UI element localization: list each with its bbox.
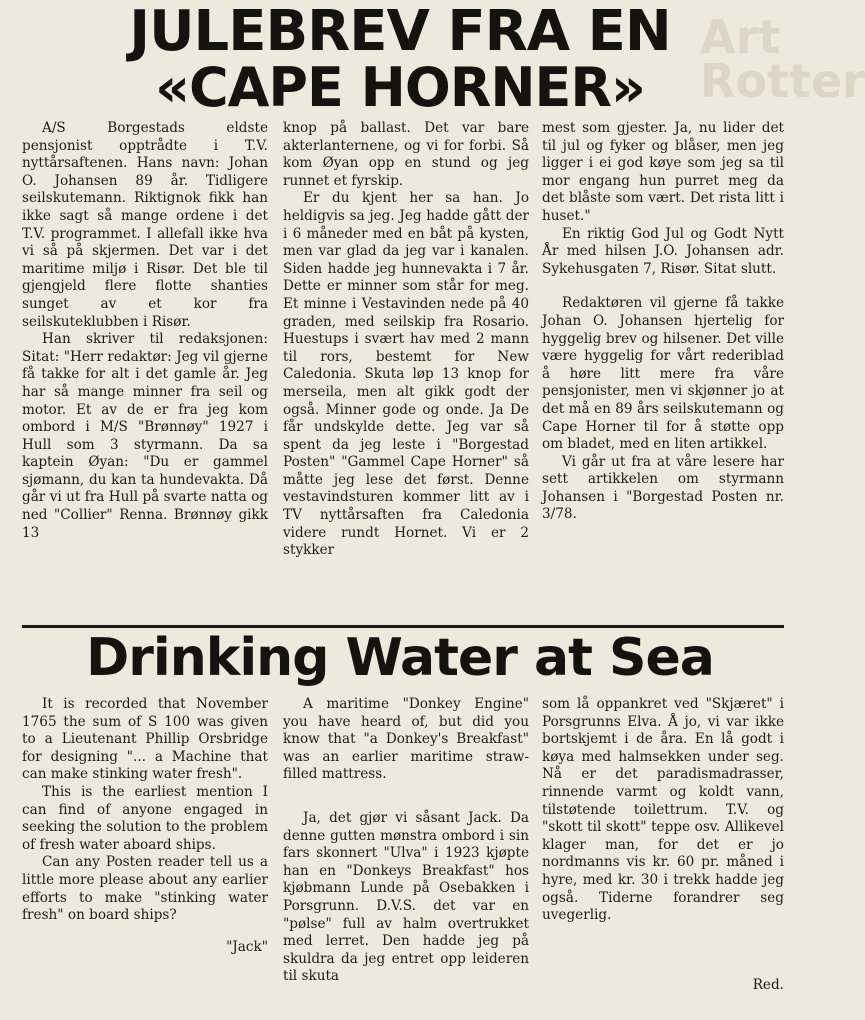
article-title: JULEBREV FRA EN	[129, 0, 671, 64]
paragraph: En riktig God Jul og Godt Nytt År med hilsen J.O. Johansen adr. Sykehusgaten 7, Risør. Sitat slutt.	[542, 225, 784, 277]
paragraph: Han skriver til redaksjonen: Sitat: "Herr redaktør: Jeg vil gjerne få takke for alt i det gamle år. Jeg har så mange minner fra seil og motor. Et av de er fra jeg kom ombord i M/S "Brønnøy" 1927 i Hull som 3 styrmann. Da sa kaptein Øyan: "Du er gammel sjømann, du kan ta hundevakta. Då går vi ut fra Hull på svarte natta og ned "Collier" Renna. Brønnøy gikk 13	[22, 331, 268, 541]
signature: "Jack"	[226, 938, 268, 955]
bleed-through-text: Art	[700, 10, 781, 64]
paragraph: Er du kjent her sa han. Jo heldigvis sa jeg. Jeg hadde gått der i 6 måneder med en båt på kysten, men var glad da jeg var i kanalen. Siden hadde jeg hunnevakta i 7 år. Dette er minner som står for meg. Et minne i Vestavinden nede på 40 graden, med seilskip fra Rosario. Huestups i svært hav med 2 mann til rors, bestemt for New Caledonia. Skuta løp 13 knop for merseila, men alt gikk godt der også. Minner gode og onde. Ja De får undskylde dette. Jeg var så spent da jeg leste i "Borgestad Posten" "Gammel Cape Horner" så måtte jeg lese det først. Denne vestavindsturen kommer litt av i TV nyttårsaften fra Caledonia videre rundt Hornet. Vi er 2 stykker	[283, 190, 529, 559]
paragraph: knop på ballast. Det var bare akterlanternene, og vi for forbi. Så kom Øyan opp en stund og jeg runnet et fyrskip.	[283, 120, 529, 189]
article-column	[283, 696, 529, 986]
paragraph: It is recorded that November 1765 the sum of S 100 was given to a Lieutenant Phillip Orsbridge for designing "... a Machine that can make stinking water fresh".	[22, 696, 268, 783]
paragraph: mest som gjester. Ja, nu lider det til jul og fyker og blåser, men jeg ligger i ei god køye som jeg sa til mor engang hun purret meg da det blåste som vært. Det rista litt i huset."	[542, 120, 784, 224]
paragraph: A maritime "Donkey Engine" you have heard of, but did you know that "a Donkey's Breakfast" was an earlier maritime straw-filled mattress.	[283, 696, 529, 783]
article-column	[542, 120, 784, 524]
paragraph: Ja, det gjør vi såsant Jack. Da denne gutten mønstra ombord i sin fars skonnert "Ulva" i 1923 kjøpte han en "Donkeys Breakfast" hos kjøbmann Lunde på Osebakken i Porsgrunn. D.V.S. det var en "pølse" full av halm overtrukket med lerret. Den hadde jeg på skuldra da jeg entret opp leideren til skuta	[283, 809, 529, 985]
article-column	[22, 696, 268, 956]
paragraph: Redaktøren vil gjerne få takke Johan O. Johansen hjertelig for hyggelig brev og hilsener. Det ville være hyggelig for vårt rederiblad å høre litt mere fra våre pensjonister, men vi skjønner jo at det må en 89 års seilskutemann og Cape Horner til for å støtte opp om bladet, med en liten artikkel.	[542, 295, 784, 453]
article-column	[542, 696, 784, 994]
article-column	[283, 120, 529, 560]
article-title: Drinking Water at Sea	[86, 628, 714, 688]
signature: Red.	[752, 976, 784, 993]
paragraph: som lå oppankret ved "Skjæret" i Porsgrunns Elva. Å jo, vi var ikke bortskjemt i de åra. En lå godt i køya med halmsekken under seg. Nå er det paradismadrasser, rinnende varmt og koldt vann, tilstøtende toilettrum. T.V. og "skott til skott" teppe osv. Allikevel klager man, for det er jo nordmanns vis kr. 60 pr. måned i hyre, med kr. 30 i trekk hadde jeg også. Tiderne forandrer seg uvegerlig.	[542, 696, 784, 924]
paragraph: Can any Posten reader tell us a little more please about any earlier efforts to make "stinking water fresh" on board ships?	[22, 854, 268, 924]
paragraph: Vi går ut fra at våre lesere har sett artikkelen om styrmann Johansen i "Borgestad Posten nr. 3/78.	[542, 453, 784, 523]
paragraph: This is the earliest mention I can find of anyone engaged in seeking the solution to the problem of fresh water aboard ships.	[22, 783, 268, 853]
bleed-through-text: Rotter	[700, 54, 865, 108]
article-title: «CAPE HORNER»	[155, 56, 645, 119]
paragraph: A/S Borgestads eldste pensjonist opptrådte i T.V. nyttårsaftenen. Hans navn: Johan O. Johansen 89 år. Tidligere seilskutemann. Riktignok fikk han ikke sagt så mange ordene i det T.V. programmet. I allefall ikke hva vi så på skjermen. Det var i det maritime miljø i Risør. Det ble til gjengjeld flere flotte shanties sunget av et kor fra seilskuteklubben i Risør.	[22, 120, 268, 330]
article-column	[22, 120, 268, 542]
